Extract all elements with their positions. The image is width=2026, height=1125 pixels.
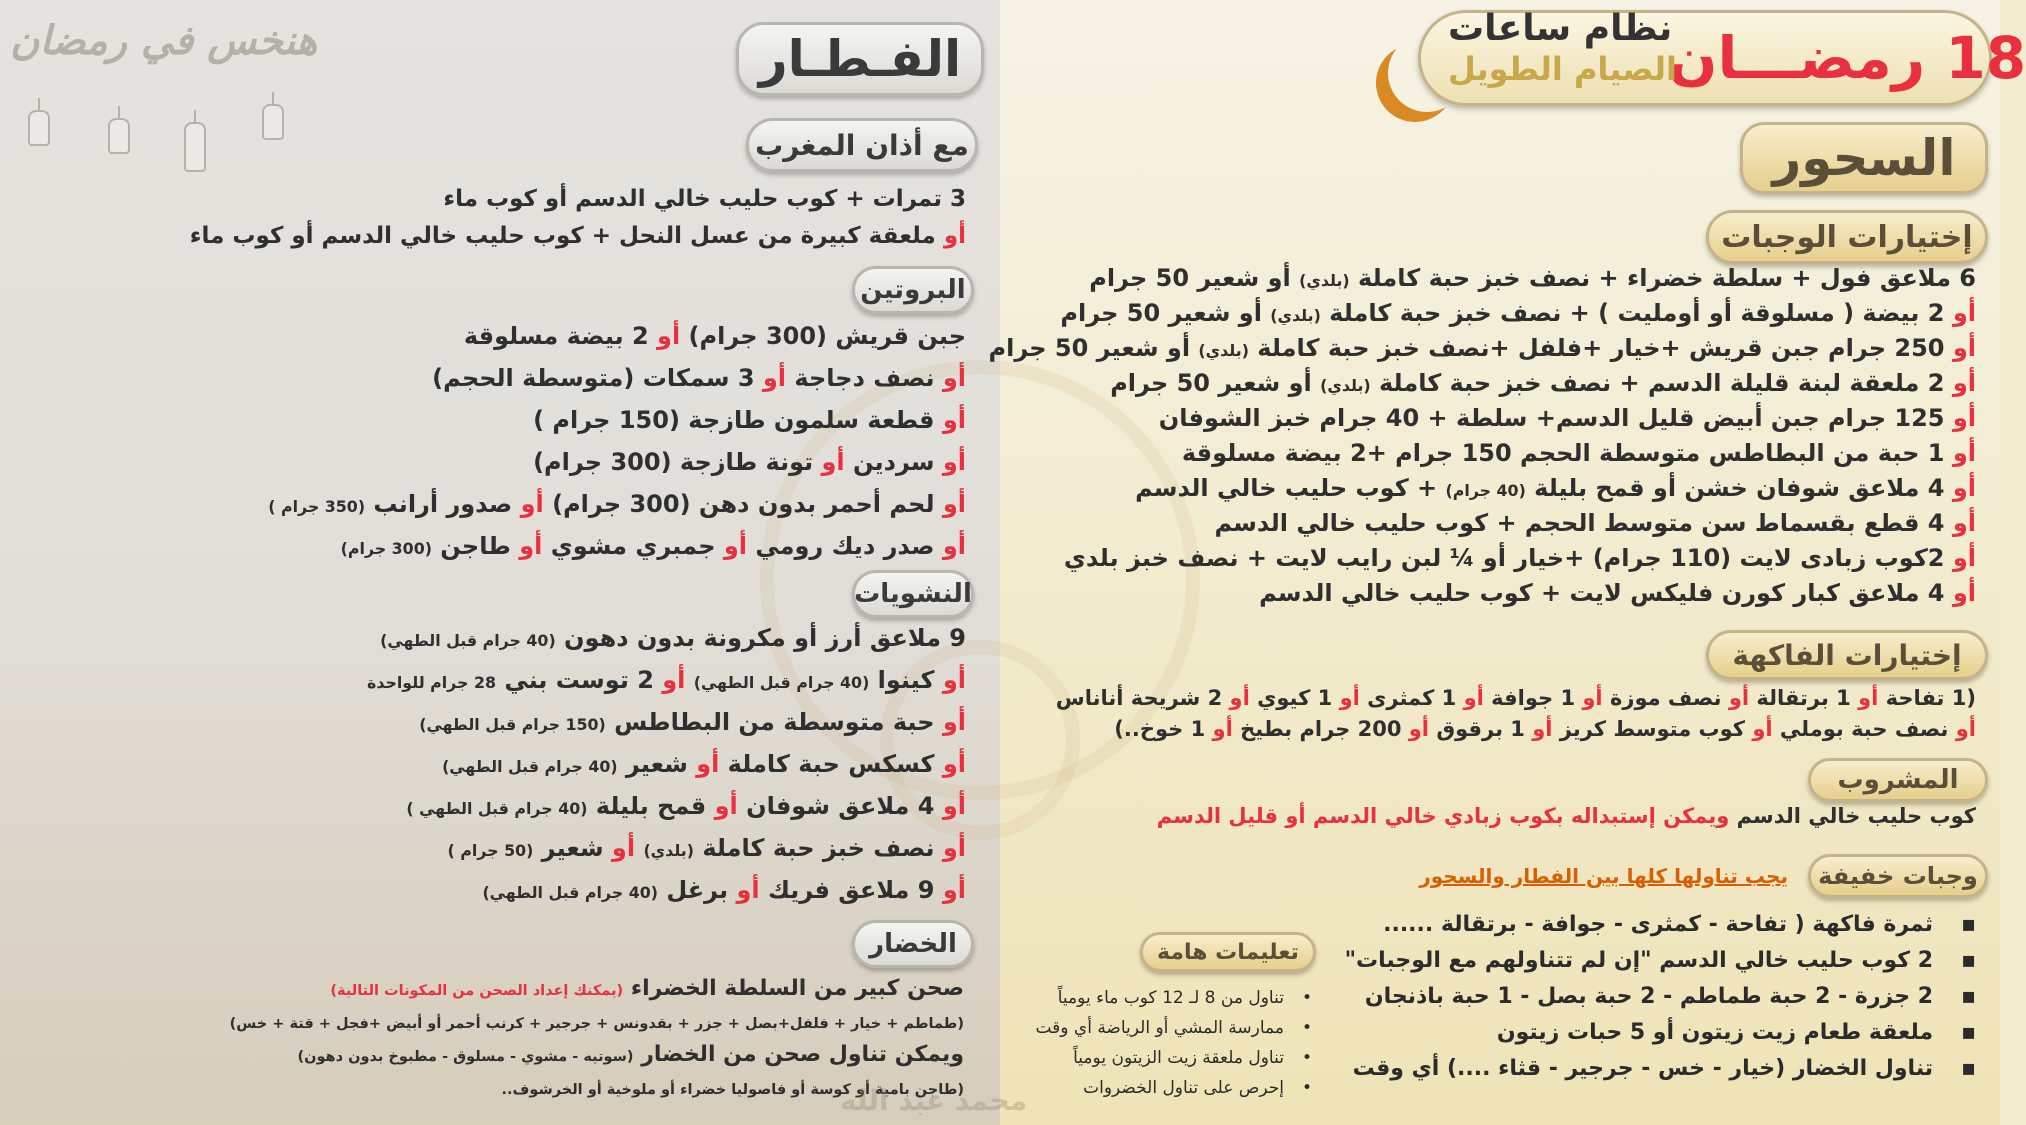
bullet-icon: • <box>1301 1048 1312 1068</box>
or-connector: أو <box>611 834 636 862</box>
line-segment: ويمكن إستبداله بكوب زبادي خالي الدسم أو قليل الدسم <box>1156 804 1730 828</box>
suhoor-title: السحور <box>1740 122 1988 194</box>
snack-item <box>1345 948 1976 973</box>
line-segment: (40 جرام قبل الطهي) <box>693 673 870 692</box>
suhoor-meal-option <box>1135 474 1976 502</box>
or-connector: أو <box>1952 369 1976 397</box>
lantern-icon <box>108 118 130 154</box>
line-segment: 2كوب زبادى لايت (110 جرام) +خيار أو ¼ لبن رايب لايت + نصف خبز بلدي <box>1063 544 1953 572</box>
or-connector: أو <box>1212 717 1233 741</box>
suhoor-drink-text <box>1157 804 1976 828</box>
or-connector: أو <box>714 792 738 820</box>
line-segment: نصف خبز حبة كاملة <box>693 834 943 862</box>
or-connector: أو <box>520 490 544 518</box>
line-segment: كسكس حبة كاملة <box>719 750 943 778</box>
or-connector: أو <box>821 448 845 476</box>
line-segment: أو شعير 50 جرام <box>1089 264 1300 292</box>
snack-item-text: 2 جزرة - 2 حبة طماطم - 2 حبة بصل - 1 حبة باذنجان <box>1364 984 1934 1009</box>
veg-heading: الخضار <box>852 920 974 968</box>
line-segment: 4 ملاعق شوفان خشن أو قمح بليلة <box>1525 474 1953 502</box>
instructions-heading: تعليمات هامة <box>1140 932 1316 972</box>
starch-option <box>448 834 966 862</box>
protein-option <box>533 448 966 476</box>
or-connector: أو <box>1582 686 1603 710</box>
snacks-heading: وجبات خفيفة <box>1808 854 1988 898</box>
or-connector: أو <box>1752 717 1773 741</box>
line-segment <box>685 666 693 694</box>
protein-heading: البروتين <box>852 266 974 314</box>
line-segment: ويمكن تناول صحن من الخضار <box>633 1042 964 1067</box>
lantern-icon <box>184 122 206 172</box>
line-segment: قمح بليلة <box>587 792 715 820</box>
or-connector: أو <box>696 750 720 778</box>
or-connector: أو <box>943 223 966 249</box>
veg-option <box>297 1042 964 1067</box>
line-segment: 4 ملاعق شوفان <box>737 792 943 820</box>
or-connector: أو <box>1952 299 1976 327</box>
lantern-icon <box>262 104 284 140</box>
or-connector: أو <box>942 364 966 392</box>
or-connector: أو <box>657 322 681 350</box>
line-segment: صحن كبير من السلطة الخضراء <box>623 976 964 1001</box>
line-segment: 1 جوافة <box>1483 686 1583 710</box>
line-segment: 1 برقوق <box>1429 717 1533 741</box>
snack-item-text: ثمرة فاكهة ( تفاحة - كمثرى - جوافة - برتقالة ...... <box>1383 912 1934 937</box>
instruction-item-text: تناول من 8 لـ 12 كوب ماء يومياً <box>1057 988 1284 1008</box>
or-connector: أو <box>1408 717 1430 741</box>
line-segment: (40 جرام قبل الطهي) <box>442 757 618 776</box>
maghrib-option <box>190 223 966 249</box>
snack-item <box>1365 984 1976 1009</box>
suhoor-fruit-option <box>1056 686 1976 710</box>
lantern-icon <box>28 110 50 146</box>
protein-option <box>268 490 966 518</box>
or-connector: أو <box>942 876 966 904</box>
line-segment: كوب متوسط كريز <box>1552 717 1753 741</box>
line-segment: 3 سمكات (متوسطة الحجم) <box>432 364 763 392</box>
line-segment: 125 جرام جبن أبيض قليل الدسم+ سلطة + 40 جرام خبز الشوفان <box>1158 404 1953 432</box>
line-segment: شعير <box>533 834 612 862</box>
snack-item-text: تناول الخضار (خيار - خس - جرجير - قثاء ....) أي وقت <box>1352 1056 1934 1081</box>
starch-option <box>380 624 966 652</box>
line-segment: أو شعير 50 جرام <box>1060 299 1271 327</box>
system-line2: الصيام الطويل <box>1448 50 1677 88</box>
line-segment: نصف موزة <box>1602 686 1729 710</box>
line-segment: (50 جرام ) <box>447 841 534 860</box>
or-connector: أو <box>942 708 966 736</box>
instruction-item-text: تناول ملعقة زيت الزيتون يومياً <box>1073 1048 1284 1068</box>
bullet-icon: ▪ <box>1961 984 1976 1009</box>
line-segment: 2 توست بني <box>495 666 663 694</box>
or-connector: أو <box>1952 509 1976 537</box>
protein-option <box>341 532 966 560</box>
instruction-item <box>1035 1018 1312 1038</box>
line-segment: (طاجن بامية أو كوسة أو فاصوليا خضراء أو ملوخية أو الخرشوف.. <box>501 1082 964 1098</box>
line-segment: (سوتيه - مشوي - مسلوق - مطبوخ بدون دهون) <box>297 1049 634 1065</box>
or-connector: أو <box>1952 334 1976 362</box>
line-segment: 2 بيضة مسلوقة <box>463 322 658 350</box>
line-segment: لحم أحمر بدون دهن (300 جرام) <box>543 490 943 518</box>
line-segment: (بلدي) <box>1320 376 1371 395</box>
line-segment: (300 جرام) <box>340 539 432 558</box>
snack-item <box>1383 912 1976 937</box>
or-connector: أو <box>1229 686 1250 710</box>
or-connector: أو <box>942 792 966 820</box>
or-connector: أو <box>1952 474 1976 502</box>
or-connector: أو <box>942 532 966 560</box>
line-segment: 250 جرام جبن قريش +خيار +فلفل +نصف خبز حبة كاملة <box>1248 334 1953 362</box>
line-segment: 1 خوخ..) <box>1114 717 1213 741</box>
line-segment: (350 جرام ) <box>268 497 366 516</box>
line-segment: كوب حليب خالي الدسم <box>1729 804 1976 828</box>
or-connector: أو <box>1858 686 1879 710</box>
or-connector: أو <box>1339 686 1360 710</box>
starch-option <box>419 708 966 736</box>
or-connector: أو <box>942 834 966 862</box>
veg-option <box>330 976 964 1001</box>
line-segment: 2 بيضة ( مسلوقة أو أومليت ) + نصف خبز حبة كاملة <box>1320 299 1953 327</box>
or-connector: أو <box>1952 439 1976 467</box>
suhoor-meal-option <box>989 334 1976 362</box>
line-segment: 1 كيوي <box>1249 686 1340 710</box>
suhoor-fruit-option <box>1114 717 1976 741</box>
maghrib-heading: مع أذان المغرب <box>746 118 978 172</box>
line-segment: (بلدي) <box>1299 271 1350 290</box>
starch-option <box>442 750 966 778</box>
protein-option <box>464 322 966 350</box>
or-connector: أو <box>942 406 966 434</box>
snacks-note: يجب تناولها كلها بين الفطار والسحور <box>1419 864 1788 888</box>
suhoor-meal-option <box>1064 544 1976 572</box>
suhoor-meal-option <box>1089 264 1976 292</box>
suhoor-meal-option <box>1259 579 1976 607</box>
suhoor-meal-option <box>1214 509 1976 537</box>
suhoor-meal-option <box>1060 299 1976 327</box>
or-connector: أو <box>942 490 966 518</box>
line-segment: 4 قطع بقسماط سن متوسط الحجم + كوب حليب خالي الدسم <box>1214 509 1953 537</box>
bullet-icon: ▪ <box>1961 912 1976 937</box>
suhoor-meal-option <box>1182 439 1976 467</box>
line-segment: جمبري مشوي <box>542 532 724 560</box>
line-segment: أو شعير 50 جرام <box>1110 369 1321 397</box>
protein-option <box>432 364 966 392</box>
instruction-item <box>1073 1048 1312 1068</box>
or-connector: أو <box>1952 544 1976 572</box>
line-segment: 28 جرام للواحدة <box>366 673 496 692</box>
or-connector: أو <box>942 666 966 694</box>
system-line1: نظام ساعات <box>1448 8 1673 49</box>
line-segment: 3 تمرات + كوب حليب خالي الدسم أو كوب ماء <box>443 186 966 212</box>
line-segment: 2 شريحة أناناس <box>1055 686 1230 710</box>
snack-item <box>1353 1056 1976 1081</box>
or-connector: أو <box>1952 404 1976 432</box>
line-segment: 1 حبة من البطاطس متوسطة الحجم 150 جرام +2 بيضة مسلوقة <box>1181 439 1953 467</box>
or-connector: أو <box>736 876 760 904</box>
or-connector: أو <box>1463 686 1484 710</box>
line-segment: نصف حبة بوملي <box>1772 717 1956 741</box>
line-segment: (150 جرام قبل الطهي) <box>419 715 606 734</box>
bullet-icon: • <box>1301 1078 1312 1098</box>
suhoor-meal-option <box>1110 369 1976 397</box>
line-segment: تونة طازجة (300 جرام) <box>533 448 822 476</box>
protein-option <box>533 406 966 434</box>
starch-heading: النشويات <box>852 570 974 618</box>
line-segment: قطعة سلمون طازجة (150 جرام ) <box>533 406 943 434</box>
bullet-icon: ▪ <box>1961 1056 1976 1081</box>
line-segment: شعير <box>617 750 697 778</box>
or-connector: أو <box>1728 686 1750 710</box>
line-segment: (بلدي) <box>1270 306 1321 325</box>
bullet-icon: ▪ <box>1961 1020 1976 1045</box>
suhoor-drink-heading: المشروب <box>1808 758 1988 802</box>
or-connector: أو <box>1955 717 1976 741</box>
instruction-item-text: إحرص على تناول الخضروات <box>1083 1078 1284 1098</box>
line-segment: 6 ملاعق فول + سلطة خضراء + نصف خبز حبة كاملة <box>1349 264 1976 292</box>
line-segment: (بلدي) <box>643 841 694 860</box>
line-segment: أو شعير 50 جرام <box>988 334 1199 362</box>
line-segment: جبن قريش (300 جرام) <box>680 322 966 350</box>
line-segment: 2 ملعقة لبنة قليلة الدسم + نصف خبز حبة كاملة <box>1370 369 1953 397</box>
starch-option <box>482 876 966 904</box>
snack-item-text: ملعقة طعام زيت زيتون أو 5 حبات زيتون <box>1496 1020 1934 1045</box>
line-segment: 1 كمثرى <box>1359 686 1464 710</box>
instruction-item-text: ممارسة المشي أو الرياضة أي وقت <box>1035 1018 1284 1038</box>
snack-item <box>1497 1020 1976 1045</box>
bullet-icon: • <box>1301 1018 1312 1038</box>
line-segment: (بلدي) <box>1198 341 1249 360</box>
bottom-watermark: محمد عبد الله <box>840 1084 1028 1117</box>
veg-option <box>230 1009 964 1034</box>
snack-item-text: 2 كوب حليب خالي الدسم "إن لم تتناولهم مع الوجبات" <box>1344 948 1934 973</box>
line-segment: (1 تفاحة <box>1878 686 1976 710</box>
day-title: 18 رمضـــان <box>1668 24 2026 92</box>
iftar-title: الفـطـار <box>736 22 984 96</box>
line-segment: طاجن <box>431 532 520 560</box>
line-segment: (40 جرام قبل الطهي ) <box>406 799 588 818</box>
line-segment: 1 برتقالة <box>1749 686 1859 710</box>
maghrib-option <box>443 186 966 212</box>
suhoor-fruit-heading: إختيارات الفاكهة <box>1706 630 1988 680</box>
line-segment: صدور أرانب <box>365 490 521 518</box>
line-segment: برغل <box>657 876 737 904</box>
or-connector: أو <box>1952 579 1976 607</box>
or-connector: أو <box>762 364 787 392</box>
line-segment: (طماطم + خيار + فلفل+بصل + جزر + بقدونس + جرجير + كرنب أحمر أو أبيض +فجل + قتة + خس) <box>229 1016 964 1032</box>
or-connector: أو <box>1532 717 1553 741</box>
line-segment: كينوا <box>869 666 943 694</box>
or-connector: أو <box>723 532 747 560</box>
line-segment: 9 ملاعق فريك <box>759 876 943 904</box>
line-segment: 4 ملاعق كبار كورن فليكس لايت + كوب حليب خالي الدسم <box>1259 579 1953 607</box>
line-segment: (40 جرام قبل الطهي) <box>482 883 658 902</box>
line-segment: نصف دجاجة <box>786 364 943 392</box>
line-segment: سردين <box>844 448 943 476</box>
line-segment: صدر ديك رومي <box>747 532 943 560</box>
starch-option <box>406 792 966 820</box>
line-segment: (يمكنك إعداد الصحن من المكونات التالية) <box>330 983 624 999</box>
line-segment: ملعقة كبيرة من عسل النحل + كوب حليب خالي الدسم أو كوب ماء <box>189 223 944 249</box>
bullet-icon: ▪ <box>1961 948 1976 973</box>
suhoor-meals-heading: إختيارات الوجبات <box>1706 210 1988 264</box>
line-segment: (40 جرام) <box>1445 481 1526 500</box>
or-connector: أو <box>662 666 686 694</box>
or-connector: أو <box>942 750 966 778</box>
line-segment: + كوب حليب خالي الدسم <box>1135 474 1446 502</box>
line-segment: 9 ملاعق أرز أو مكرونة بدون دهون <box>555 624 966 652</box>
brand-watermark: هنخس في رمضان <box>10 18 318 64</box>
line-segment: 200 جرام بطيخ <box>1232 717 1409 741</box>
instruction-item <box>1083 1078 1312 1098</box>
or-connector: أو <box>942 448 966 476</box>
or-connector: أو <box>519 532 543 560</box>
line-segment: (40 جرام قبل الطهي) <box>380 631 556 650</box>
suhoor-meal-option <box>1159 404 1976 432</box>
instruction-item <box>1058 988 1312 1008</box>
line-segment: حبة متوسطة من البطاطس <box>605 708 943 736</box>
starch-option <box>367 666 966 694</box>
bullet-icon: • <box>1301 988 1312 1008</box>
